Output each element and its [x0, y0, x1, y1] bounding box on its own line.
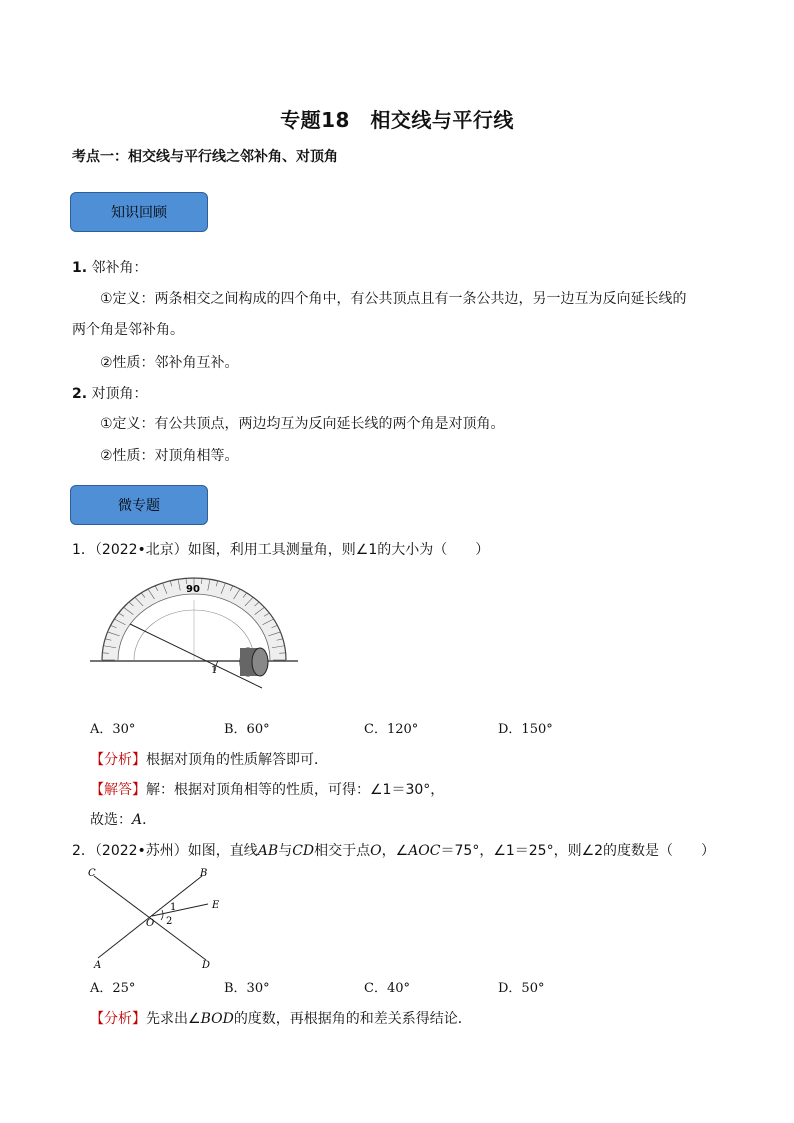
q2-stem-mid2: 相交于点: [314, 843, 371, 859]
review-item-1-definition-line1: ①定义：两条相交之间构成的四个角中，有公共顶点且有一条公共边，另一边互为反向延长线的: [100, 291, 687, 307]
q1-analysis: [90, 750, 328, 770]
review-item-2-title: 对顶角：: [91, 386, 148, 402]
label-angle-1: 1: [170, 902, 177, 913]
review-item-1-title: 邻补角：: [91, 260, 148, 276]
q1-answer-text: 解：根据对顶角相等的性质，可得：∠1＝30°，: [146, 782, 445, 798]
q1-answer: [90, 780, 444, 800]
review-item-2-number: 2.: [72, 386, 88, 402]
question-1-stem: 1．（2022•北京）如图，利用工具测量角，则∠1的大小为（ ）: [72, 542, 490, 558]
review-item-1-heading: [72, 258, 148, 278]
label-c: C: [88, 868, 96, 879]
q2-analysis-rest: 的度数，再根据角的和差关系得结论．: [233, 1011, 472, 1027]
q1-conclusion-letter: A: [132, 812, 143, 828]
section-subtitle: 考点一：相交线与平行线之邻补角、对顶角: [72, 149, 338, 165]
protractor-figure: [90, 570, 310, 700]
review-item-2-definition: ①定义：有公共顶点，两边均互为反向延长线的两个角是对顶角。: [100, 416, 505, 432]
intersecting-lines-figure: [84, 864, 244, 974]
cylinder-face: [252, 648, 268, 676]
q2-analysis-prefix: 先求出∠: [146, 1011, 201, 1027]
q2-stem-rest: ＝75°，∠1＝25°，则∠2的度数是（ ）: [440, 843, 716, 859]
angle-1-label: 1: [211, 665, 218, 676]
protractor-top-mark: 90: [186, 584, 200, 595]
review-item-1-definition-line2: 两个角是邻补角。: [72, 322, 184, 338]
label-o: O: [146, 918, 155, 929]
page-title: 专题18 相交线与平行线: [280, 108, 514, 132]
q2-stem-cd: CD: [292, 843, 315, 859]
q1-answer-tag: 【解答】: [90, 782, 146, 798]
q1-choice-d: D．150°: [498, 722, 553, 737]
q2-analysis: [90, 1009, 472, 1029]
q2-analysis-tag: 【分析】: [90, 1011, 146, 1027]
question-2-stem: [72, 841, 715, 861]
review-item-1-property: ②性质：邻补角互补。: [100, 355, 239, 371]
q2-choice-c: C．40°: [364, 981, 410, 996]
angle-2-arc: [161, 914, 163, 920]
q2-stem-aoc: AOC: [408, 843, 441, 859]
review-header-label: 知识回顾: [111, 205, 167, 221]
q2-stem-prefix: 2．（2022•苏州）如图，直线: [72, 843, 258, 859]
review-item-1-number: 1.: [72, 260, 88, 276]
ray-oe: [152, 904, 208, 916]
q2-stem-mid3: ，∠: [381, 843, 409, 859]
label-e: E: [212, 900, 220, 911]
q1-choice-a: A．30°: [90, 722, 136, 737]
label-d: D: [202, 960, 211, 971]
review-item-2-property: ②性质：对顶角相等。: [100, 448, 239, 464]
q2-choice-d: D．50°: [498, 981, 545, 996]
q1-choice-c: C．120°: [364, 722, 419, 737]
q1-analysis-text: 根据对顶角的性质解答即可．: [146, 752, 328, 768]
review-header-box: [70, 192, 208, 232]
micro-topic-header-label: 微专题: [118, 498, 160, 514]
review-item-2-heading: [72, 384, 148, 404]
q2-stem-o: O: [370, 843, 382, 859]
label-a: A: [94, 960, 102, 971]
q1-conclusion-suffix: ．: [142, 812, 157, 828]
label-angle-2: 2: [166, 916, 173, 927]
q1-conclusion: [90, 810, 156, 830]
q1-analysis-tag: 【分析】: [90, 752, 146, 768]
q2-choice-a: A．25°: [90, 981, 136, 996]
q1-choice-b: B．60°: [224, 722, 270, 737]
q2-stem-mid1: 与: [278, 843, 293, 859]
label-b: B: [200, 868, 208, 879]
q2-choice-b: B．30°: [224, 981, 270, 996]
q1-conclusion-prefix: 故选：: [90, 812, 132, 828]
q2-stem-ab: AB: [257, 843, 279, 859]
q2-analysis-bod: BOD: [200, 1011, 234, 1027]
micro-topic-header-box: [70, 485, 208, 525]
